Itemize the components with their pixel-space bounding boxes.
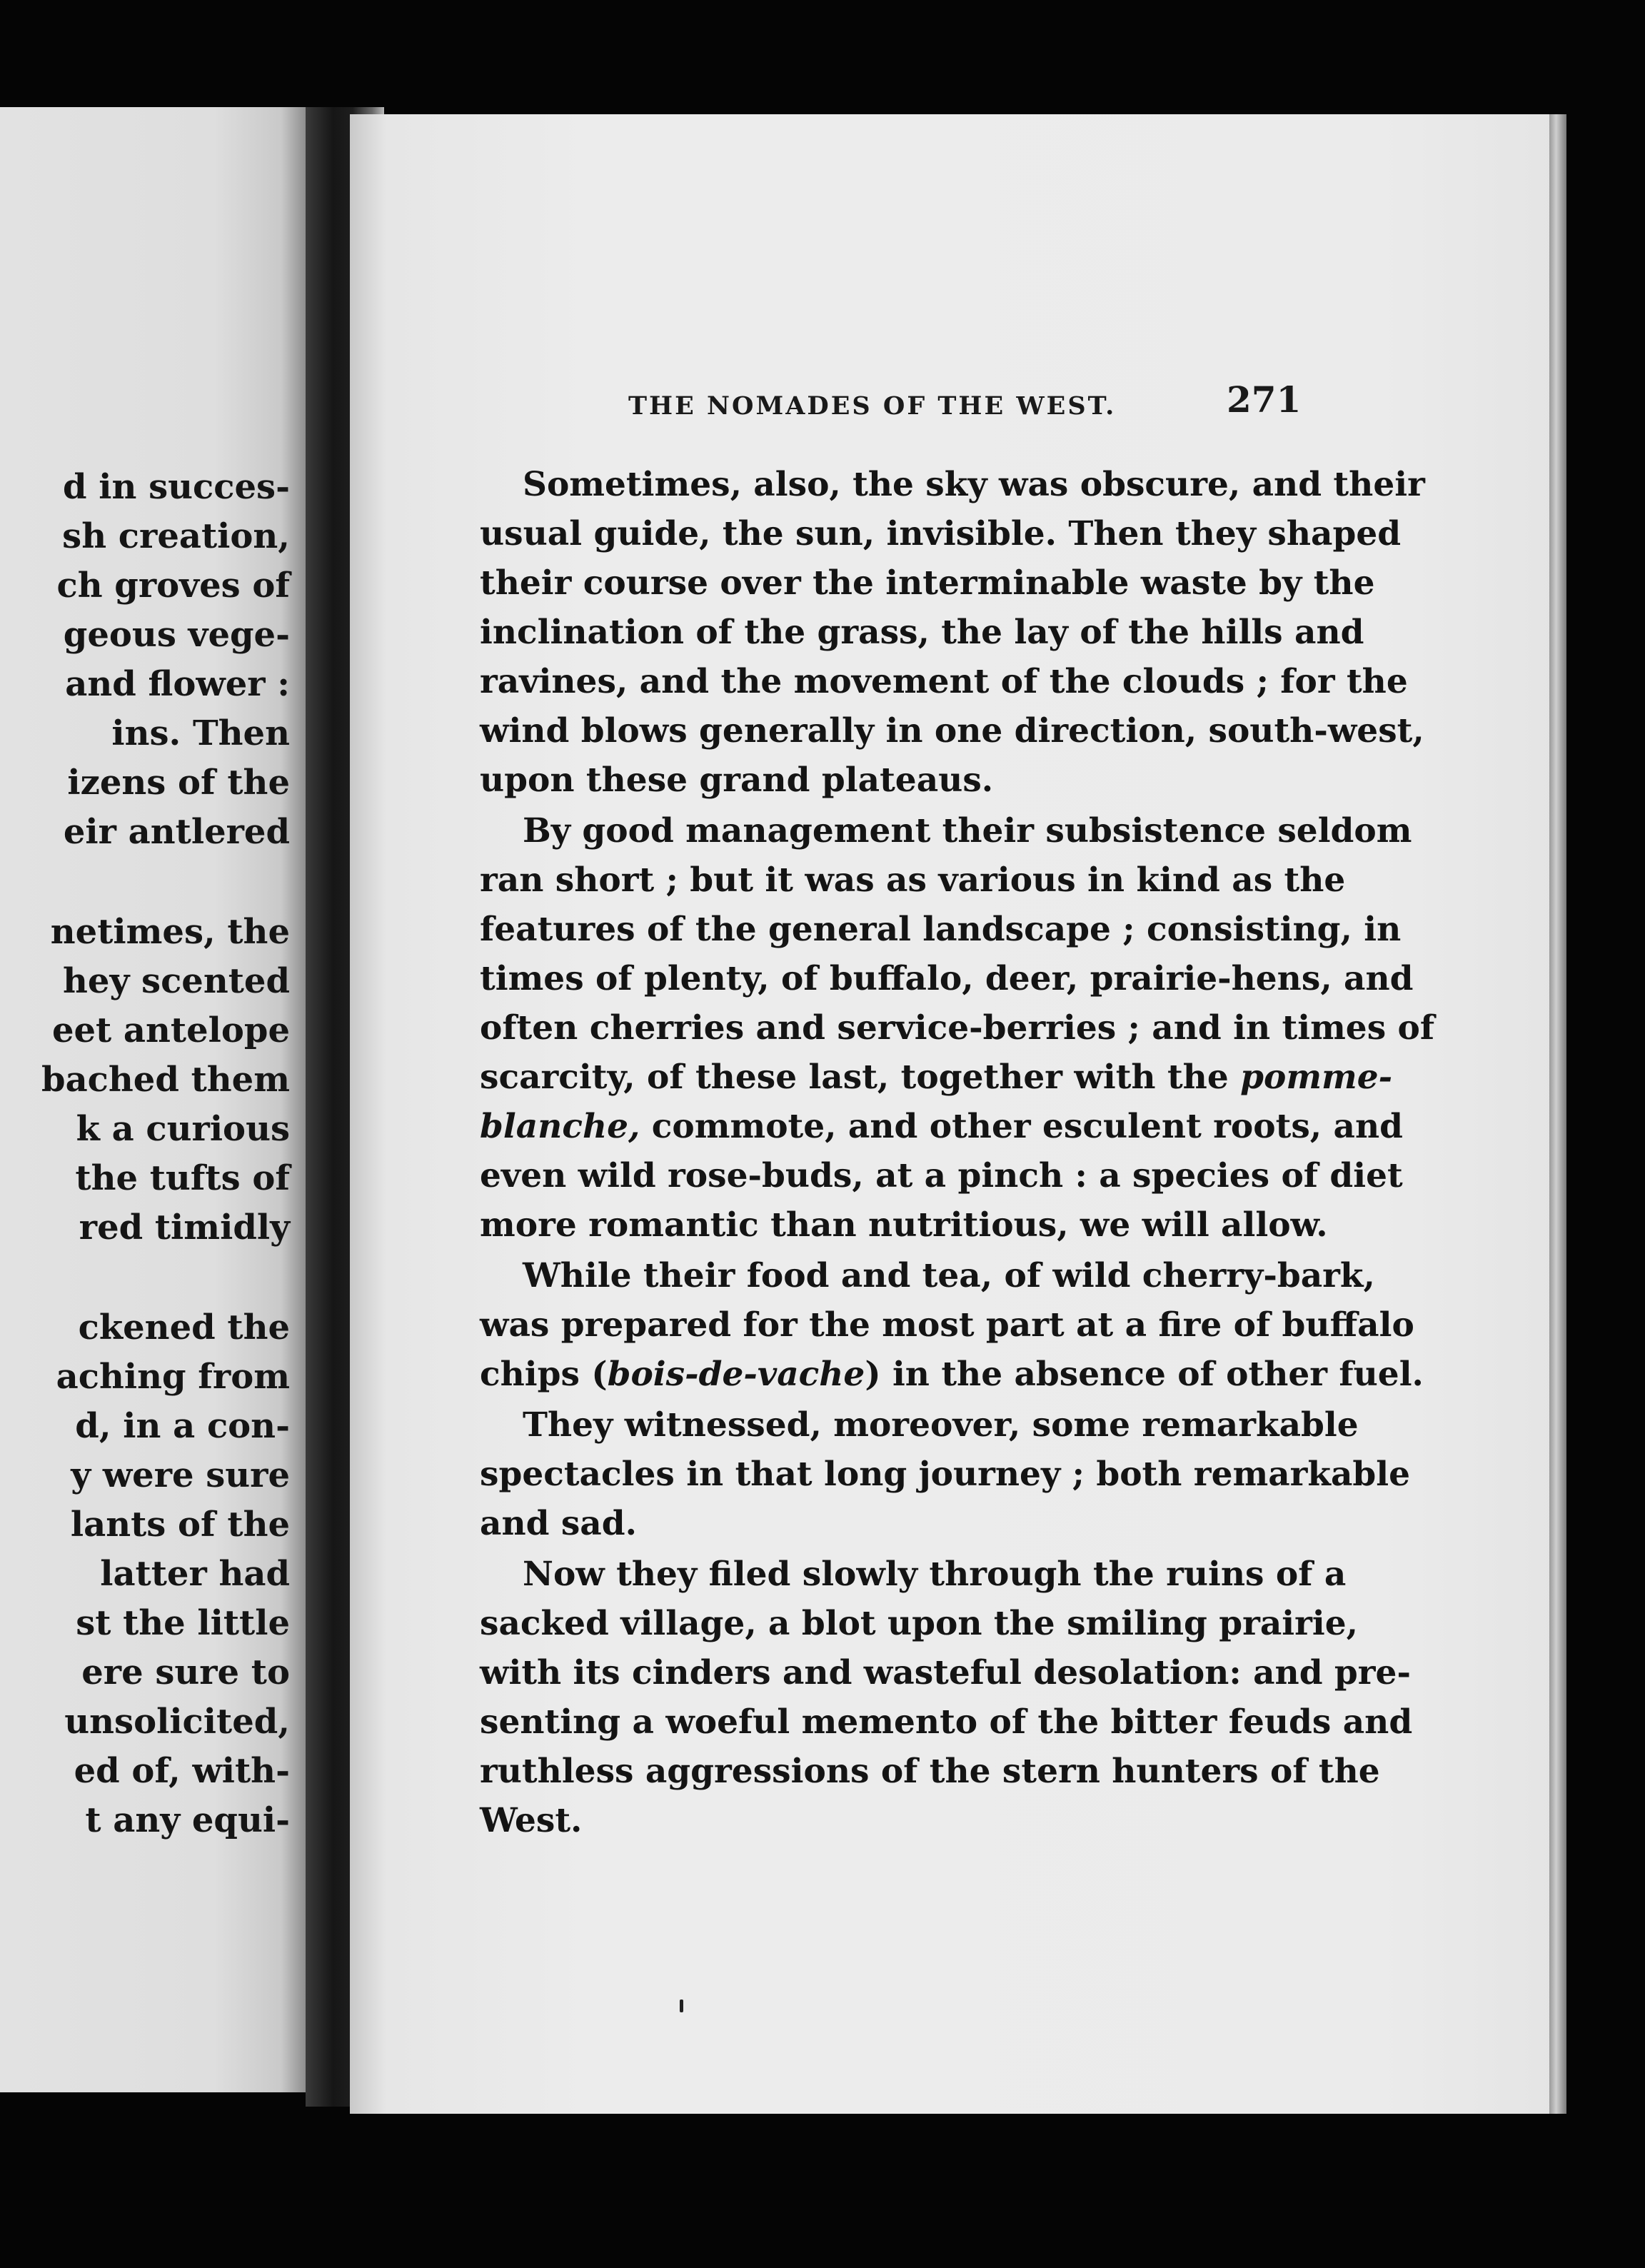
body-line: Now they filed slowly through the ruins of a [523,1555,1347,1594]
ink-speck [680,1999,683,2012]
left-page-line: unsolicited, [64,1702,290,1742]
left-page-line: d in succes- [63,467,290,507]
left-page-line: ins. Then [111,713,290,753]
left-page-line: t any equi- [85,1800,290,1840]
left-page-line: ere sure to [81,1652,290,1692]
body-line: often cherries and service-berries ; and in times of [480,1008,1435,1048]
left-page-line: hey scented [63,961,290,1001]
left-page-line: geous vege- [63,615,290,655]
left-page-line: aching from [56,1357,290,1397]
left-page [0,107,306,2092]
left-page-line: ch groves of [56,566,290,606]
body-line: even wild rose-buds, at a pinch : a species of diet [480,1156,1403,1195]
body-line: upon these grand plateaus. [480,761,994,800]
body-line: senting a woeful memento of the bitter feuds and [480,1702,1413,1742]
left-page-line: latter had [100,1554,290,1594]
left-page-line: red timidly [79,1208,290,1248]
body-line: inclination of the grass, the lay of the hills and [480,613,1364,652]
body-text: commote, and other esculent roots, and [640,1107,1403,1146]
body-line: sacked village, a blot upon the smiling prairie, [480,1604,1359,1643]
body-line: ravines, and the movement of the clouds ; for the [480,662,1408,701]
body-text: scarcity, of these last, together with the [480,1058,1241,1097]
body-line: times of plenty, of buffalo, deer, prairie-hens, and [480,959,1414,998]
left-page-line: lants of the [70,1505,290,1545]
body-line: wind blows generally in one direction, south-west, [480,711,1424,751]
body-line: West. [480,1801,583,1840]
left-page-line: d, in a con- [75,1406,290,1446]
body-line: ruthless aggressions of the stern hunters of the [480,1752,1380,1791]
body-line: usual guide, the sun, invisible. Then they shaped [480,514,1402,553]
left-page-line: y were sure [71,1455,290,1495]
body-line: was prepared for the most part at a fire of buffalo [480,1305,1414,1345]
running-head: THE NOMADES OF THE WEST. [628,391,1117,421]
left-page-line: netimes, the [50,912,290,952]
body-line [480,1058,1393,1097]
left-page-line: ed of, with- [74,1751,290,1791]
body-line: Sometimes, also, the sky was obscure, and their [523,465,1425,504]
body-line [480,1107,1403,1146]
left-page-line: ckened the [78,1308,290,1348]
italic-term: pomme- [1240,1058,1393,1097]
page-number: 271 [1227,378,1302,421]
left-page-line: eir antlered [63,812,290,852]
left-page-line: and flower : [65,664,290,704]
body-line: with its cinders and wasteful desolation: and pre- [480,1653,1411,1692]
body-line [480,1355,1424,1394]
body-line: While their food and tea, of wild cherry-bark, [523,1256,1375,1295]
page-edge [1549,114,1566,2114]
body-line: spectacles in that long journey ; both remarkable [480,1455,1411,1494]
body-line: By good management their subsistence seldom [523,811,1412,850]
left-page-line: the tufts of [75,1158,290,1198]
body-line: They witnessed, moreover, some remarkable [523,1405,1359,1445]
left-page-line: k a curious [76,1109,290,1149]
italic-term: bois-de-vache [607,1355,865,1394]
left-page-line: bached them [41,1060,290,1100]
body-text: ) in the absence of other fuel. [865,1355,1424,1394]
body-line: their course over the interminable waste by the [480,563,1375,603]
left-page-line: eet antelope [51,1010,290,1050]
body-text: chips ( [480,1355,608,1394]
left-page-line: izens of the [67,763,290,803]
body-line: more romantic than nutritious, we will allow. [480,1205,1328,1245]
left-page-line: sh creation, [62,516,290,556]
body-line: and sad. [480,1504,637,1543]
left-page-line: st the little [76,1603,290,1643]
body-line: features of the general landscape ; consisting, in [480,910,1402,949]
italic-term: blanche, [480,1107,640,1146]
body-line: ran short ; but it was as various in kind as the [480,860,1346,900]
